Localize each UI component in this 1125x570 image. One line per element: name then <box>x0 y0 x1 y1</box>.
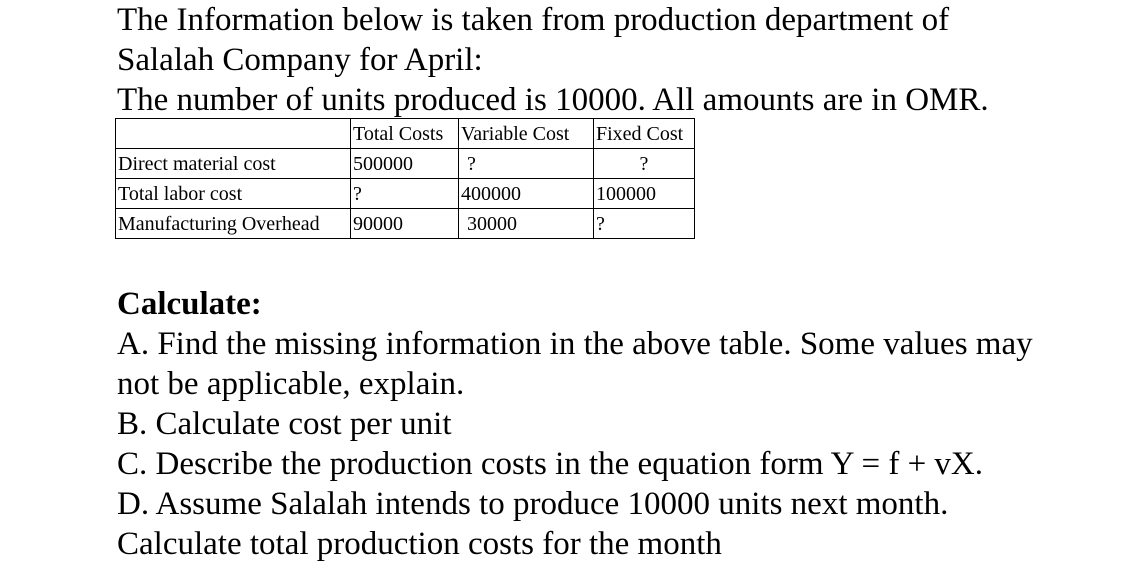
table-header-cell: Fixed Cost <box>594 119 695 149</box>
question-line: D. Assume Salalah intends to produce 10000 units next month. <box>117 486 949 522</box>
fixed-cost-cell: 100000 <box>594 179 695 209</box>
calculate-section <box>117 284 1033 564</box>
question-line: B. Calculate cost per unit <box>117 406 452 442</box>
question-line: C. Describe the production costs in the equation form Y = f + vX. <box>117 446 984 482</box>
variable-cost-cell: 30000 <box>459 209 594 239</box>
row-label: Direct material cost <box>116 149 351 179</box>
fixed-cost-cell: ? <box>594 209 695 239</box>
table-row <box>116 149 695 179</box>
table-header-cell <box>116 119 351 149</box>
table-row <box>116 179 695 209</box>
intro-text <box>117 0 989 120</box>
total-cost-cell: 500000 <box>351 149 459 179</box>
table-header-cell: Variable Cost <box>459 119 594 149</box>
cost-table <box>115 118 695 239</box>
question-line: not be applicable, explain. <box>117 366 465 402</box>
calculate-title: Calculate: <box>117 286 262 322</box>
row-label: Manufacturing Overhead <box>116 209 351 239</box>
table-header-row <box>116 119 695 149</box>
row-label: Total labor cost <box>116 179 351 209</box>
variable-cost-cell: 400000 <box>459 179 594 209</box>
question-line: A. Find the missing information in the above table. Some values may <box>117 326 1033 362</box>
intro-line-2: Salalah Company for April: <box>117 42 483 78</box>
variable-cost-cell: ? <box>459 149 594 179</box>
fixed-cost-cell: ? <box>594 149 695 179</box>
table-row <box>116 209 695 239</box>
intro-line-3: The number of units produced is 10000. All amounts are in OMR. <box>117 82 989 118</box>
total-cost-cell: ? <box>351 179 459 209</box>
question-line: Calculate total production costs for the month <box>117 526 722 562</box>
table-header-cell: Total Costs <box>351 119 459 149</box>
intro-line-1: The Information below is taken from production department of <box>117 2 950 38</box>
total-cost-cell: 90000 <box>351 209 459 239</box>
